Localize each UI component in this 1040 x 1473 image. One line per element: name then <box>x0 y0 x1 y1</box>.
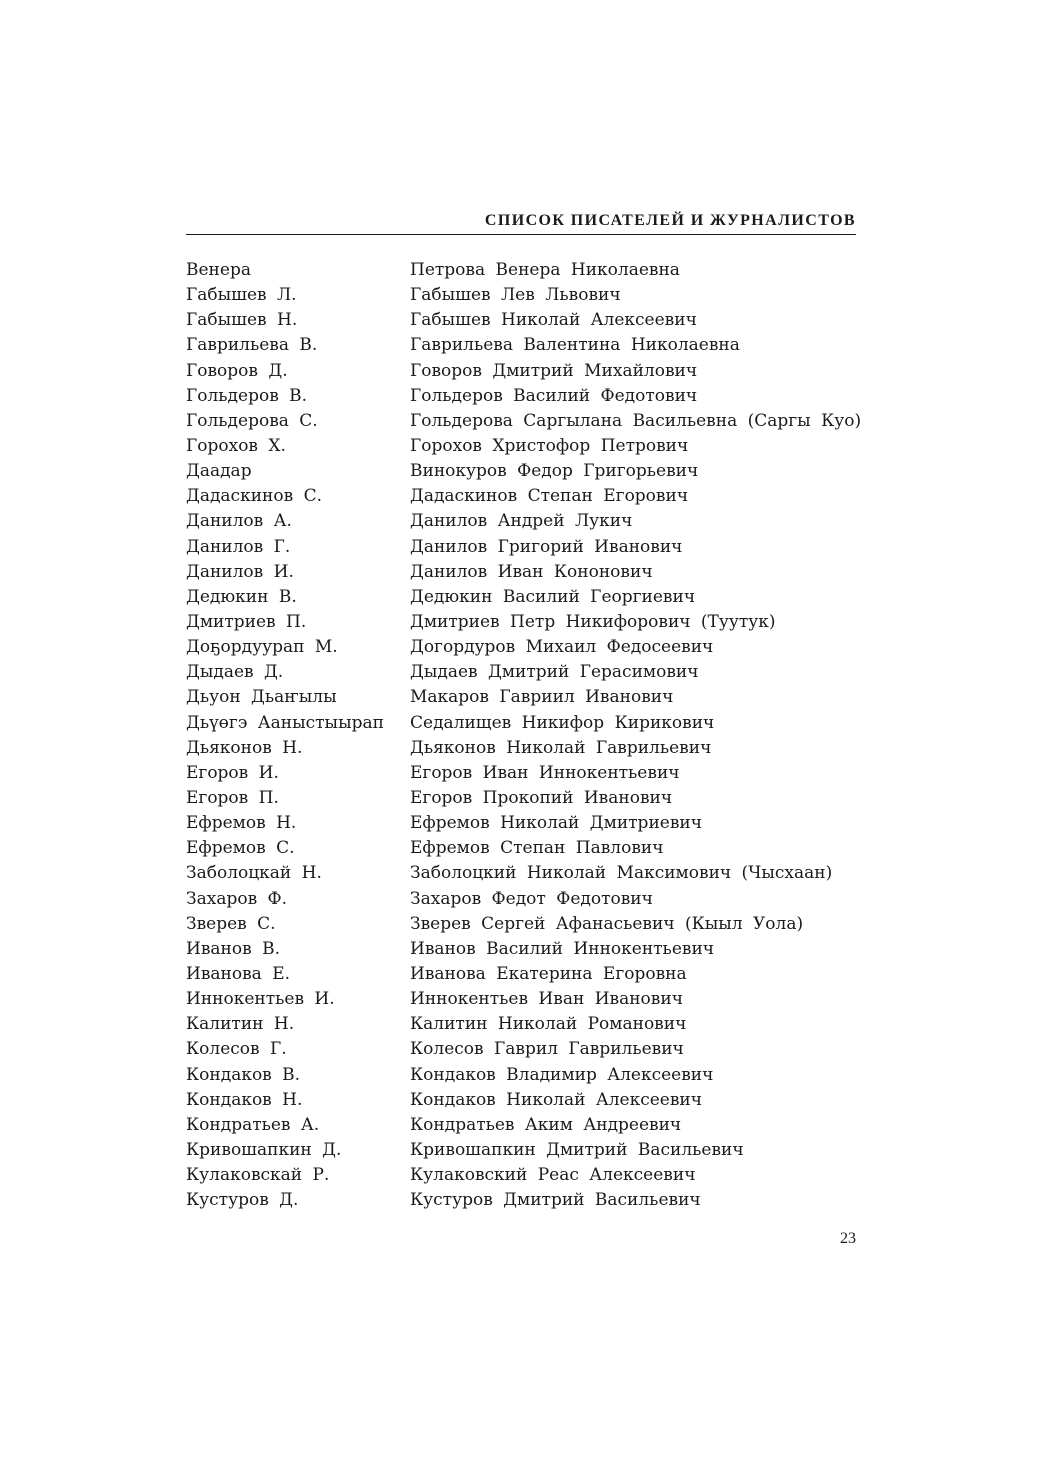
pseudonym: Кондаков В. <box>186 1064 301 1085</box>
full-name: Ефремов Николай Дмитриевич <box>410 813 702 834</box>
list-item <box>186 736 856 761</box>
list-item <box>186 258 856 283</box>
pseudonym: Дмитриев П. <box>186 611 307 632</box>
pseudonym: Кулаковскай Р. <box>186 1165 330 1186</box>
list-item <box>186 384 856 409</box>
pseudonym: Ефремов Н. <box>186 813 297 834</box>
list-item <box>186 1037 856 1062</box>
pseudonym: Данилов Г. <box>186 536 291 557</box>
list-item <box>186 585 856 610</box>
full-name: Егоров Иван Иннокентьевич <box>410 762 680 783</box>
list-item <box>186 685 856 710</box>
list-item <box>186 861 856 886</box>
full-name: Колесов Гаврил Гаврильевич <box>410 1039 684 1060</box>
full-name: Дыдаев Дмитрий Герасимович <box>410 662 699 683</box>
list-item <box>186 887 856 912</box>
full-name: Говоров Дмитрий Михайлович <box>410 360 698 381</box>
pseudonym: Ефремов С. <box>186 838 295 859</box>
pseudonym: Зверев С. <box>186 913 276 934</box>
full-name: Габышев Николай Алексеевич <box>410 310 697 331</box>
full-name: Габышев Лев Львович <box>410 285 621 306</box>
list-item <box>186 535 856 560</box>
list-item <box>186 836 856 861</box>
list-item <box>186 1063 856 1088</box>
list-item <box>186 359 856 384</box>
full-name: Кондаков Николай Алексеевич <box>410 1089 702 1110</box>
pseudonym: Кустуров Д. <box>186 1190 299 1211</box>
pseudonym: Кондратьев А. <box>186 1114 320 1135</box>
full-name: Кулаковский Реас Алексеевич <box>410 1165 696 1186</box>
full-name: Кондратьев Аким Андреевич <box>410 1114 682 1135</box>
full-name: Данилов Иван Кононович <box>410 561 653 582</box>
pseudonym: Егоров П. <box>186 787 279 808</box>
writers-list <box>186 258 862 1213</box>
pseudonym: Кривошапкин Д. <box>186 1139 342 1160</box>
full-name: Кондаков Владимир Алексеевич <box>410 1064 714 1085</box>
pseudonym: Гольдеров В. <box>186 385 308 406</box>
pseudonym: Габышев Л. <box>186 285 297 306</box>
list-item <box>186 459 856 484</box>
full-name: Егоров Прокопий Иванович <box>410 787 673 808</box>
list-item <box>186 333 856 358</box>
full-name: Кривошапкин Дмитрий Васильевич <box>410 1139 744 1160</box>
full-name: Макаров Гавриил Иванович <box>410 687 674 708</box>
full-name: Иванова Екатерина Егоровна <box>410 963 687 984</box>
full-name: Иннокентьев Иван Иванович <box>410 989 683 1010</box>
full-name: Захаров Федот Федотович <box>410 888 653 909</box>
list-item <box>186 761 856 786</box>
list-item <box>186 912 856 937</box>
list-item <box>186 635 856 660</box>
page-number: 23 <box>840 1230 856 1247</box>
list-item <box>186 509 856 534</box>
full-name: Гольдерова Саргылана Васильевна (Саргы Куо) <box>410 410 862 431</box>
pseudonym: Горохов Х. <box>186 435 286 456</box>
list-item <box>186 711 856 736</box>
pseudonym: Дадаскинов С. <box>186 486 322 507</box>
pseudonym: Дыдаев Д. <box>186 662 284 683</box>
pseudonym: Гольдерова С. <box>186 410 318 431</box>
pseudonym: Венера <box>186 260 251 280</box>
pseudonym: Иннокентьев И. <box>186 989 335 1010</box>
pseudonym: Габышев Н. <box>186 310 298 331</box>
full-name: Гаврильева Валентина Николаевна <box>410 335 740 356</box>
pseudonym: Захаров Ф. <box>186 888 288 909</box>
list-item <box>186 610 856 635</box>
full-name: Дадаскинов Степан Егорович <box>410 486 689 507</box>
full-name: Данилов Андрей Лукич <box>410 511 633 532</box>
full-name: Догордуров Михаил Федосеевич <box>410 637 714 658</box>
pseudonym: Заболоцкай Н. <box>186 863 322 884</box>
list-item <box>186 1163 856 1188</box>
full-name: Петрова Венера Николаевна <box>410 260 680 280</box>
list-item <box>186 434 856 459</box>
pseudonym: Гаврильева В. <box>186 335 318 356</box>
pseudonym: Дьуон Дьаҥылы <box>186 687 337 708</box>
full-name: Калитин Николай Романович <box>410 1014 687 1035</box>
list-item <box>186 560 856 585</box>
pseudonym: Кондаков Н. <box>186 1089 303 1110</box>
list-item <box>186 1088 856 1113</box>
full-name: Кустуров Дмитрий Васильевич <box>410 1190 701 1211</box>
full-name: Дьяконов Николай Гаврильевич <box>410 737 712 758</box>
pseudonym: Иванов В. <box>186 938 280 959</box>
page-header <box>186 208 856 235</box>
pseudonym: Иванова Е. <box>186 963 291 984</box>
list-item <box>186 1012 856 1037</box>
list-item <box>186 1188 856 1213</box>
pseudonym: Даадар <box>186 461 252 482</box>
pseudonym: Дьяконов Н. <box>186 737 303 758</box>
full-name: Зверев Сергей Афанасьевич (Кыыл Уола) <box>410 913 804 934</box>
list-item <box>186 283 856 308</box>
list-item <box>186 409 862 434</box>
running-head-title: СПИСОК ПИСАТЕЛЕЙ И ЖУРНАЛИСТОВ <box>484 212 856 229</box>
list-item <box>186 937 856 962</box>
full-name: Горохов Христофор Петрович <box>410 435 689 456</box>
pseudonym: Данилов А. <box>186 511 292 532</box>
list-item <box>186 308 856 333</box>
list-item <box>186 660 856 685</box>
full-name: Гольдеров Василий Федотович <box>410 385 698 406</box>
full-name: Ефремов Степан Павлович <box>410 838 664 859</box>
list-item <box>186 962 856 987</box>
pseudonym: Егоров И. <box>186 762 279 783</box>
pseudonym: Дедюкин В. <box>186 586 297 607</box>
full-name: Иванов Василий Иннокентьевич <box>410 938 715 959</box>
pseudonym: Данилов И. <box>186 561 294 582</box>
list-item <box>186 786 856 811</box>
pseudonym: Доҕордуурап М. <box>186 637 338 658</box>
pseudonym: Дьүөгэ Ааныстыырап <box>186 712 384 733</box>
pseudonym: Калитин Н. <box>186 1014 295 1035</box>
list-item <box>186 1138 856 1163</box>
pseudonym: Колесов Г. <box>186 1039 287 1060</box>
full-name: Дмитриев Петр Никифорович (Туутук) <box>410 611 776 632</box>
full-name: Данилов Григорий Иванович <box>410 536 683 557</box>
full-name: Заболоцкий Николай Максимович (Чысхаан) <box>410 863 833 884</box>
full-name: Седалищев Никифор Кирикович <box>410 712 715 733</box>
list-item <box>186 811 856 836</box>
list-item <box>186 1113 856 1138</box>
full-name: Винокуров Федор Григорьевич <box>410 461 699 482</box>
list-item <box>186 987 856 1012</box>
list-item <box>186 484 856 509</box>
full-name: Дедюкин Василий Георгиевич <box>410 586 696 607</box>
pseudonym: Говоров Д. <box>186 360 288 381</box>
